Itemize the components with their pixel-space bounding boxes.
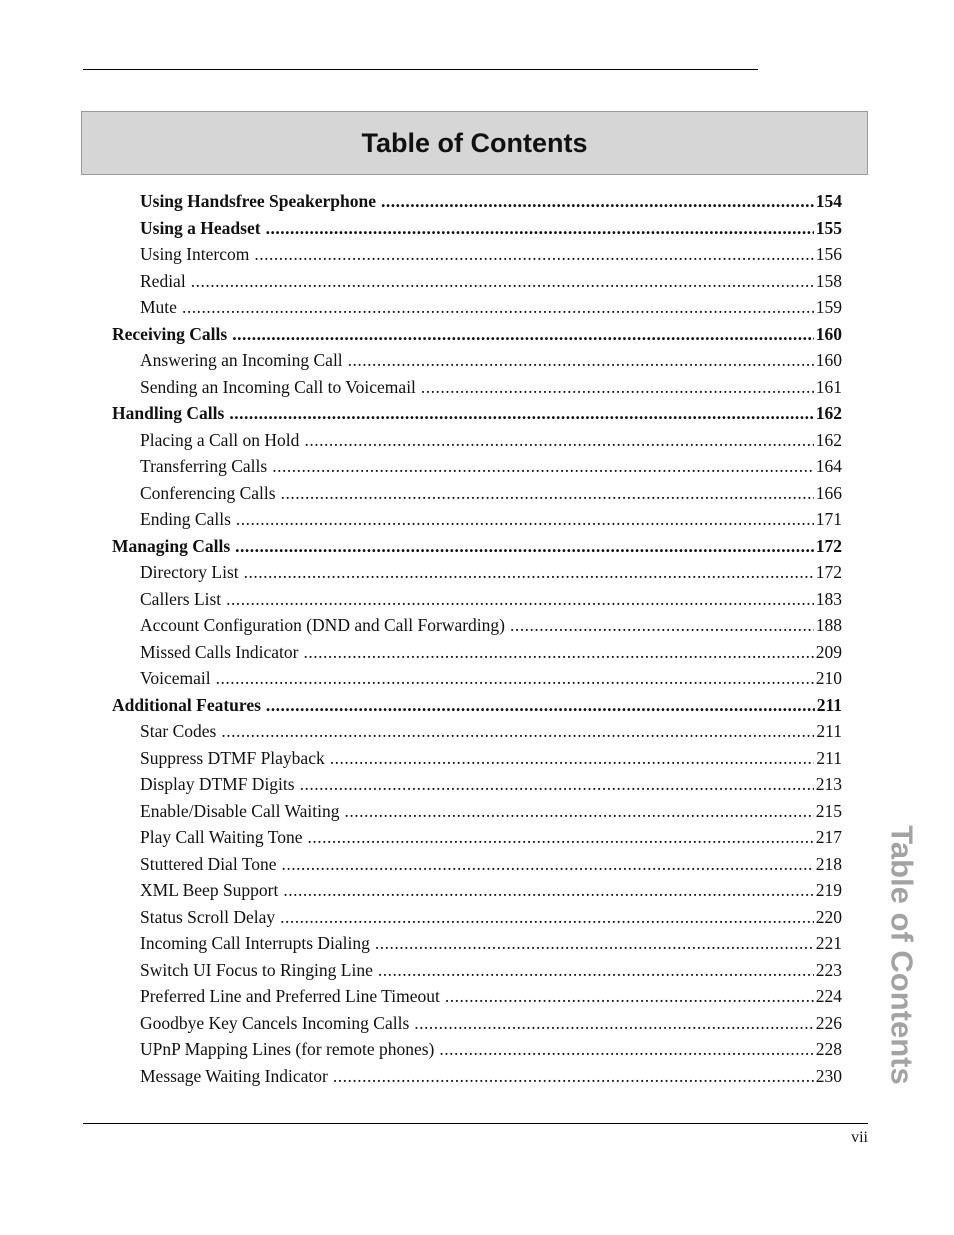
toc-entry-label: Ending Calls xyxy=(140,509,231,529)
toc-entry-label: Sending an Incoming Call to Voicemail xyxy=(140,376,416,397)
toc-entry-label: Stuttered Dial Tone xyxy=(140,853,277,874)
dot-leader xyxy=(414,1010,813,1036)
toc-entry[interactable] xyxy=(140,718,842,744)
toc-entry-label: Directory List xyxy=(140,562,239,582)
toc-entry-label: XML Beep Support xyxy=(140,880,279,900)
dot-leader xyxy=(281,851,813,877)
toc-entry[interactable] xyxy=(140,506,842,532)
toc-entry-page: 223 xyxy=(815,959,842,980)
toc-entry[interactable] xyxy=(140,904,842,930)
dot-leader xyxy=(375,930,814,956)
toc-entry[interactable] xyxy=(140,639,842,665)
toc-entry-page: 183 xyxy=(815,588,842,609)
toc-entry[interactable] xyxy=(140,427,842,453)
toc-entry-page: 172 xyxy=(815,562,842,582)
dot-leader xyxy=(272,453,814,479)
dot-leader xyxy=(232,321,814,347)
toc-entry[interactable] xyxy=(140,294,842,320)
dot-leader xyxy=(330,745,815,771)
side-tab xyxy=(882,800,922,1110)
toc-entry-page: 161 xyxy=(815,376,842,397)
toc-entry[interactable] xyxy=(140,268,842,294)
dot-leader xyxy=(254,241,813,267)
toc-entry-label: Goodbye Key Cancels Incoming Calls xyxy=(140,1012,410,1033)
toc-entry-page: 166 xyxy=(815,482,842,503)
toc-entry-label: Additional Features xyxy=(112,694,261,715)
toc-entry-label: Handling Calls xyxy=(112,403,225,423)
toc-entry[interactable] xyxy=(140,824,842,850)
toc-entry-page: 220 xyxy=(815,906,842,927)
toc-entry[interactable] xyxy=(140,983,842,1009)
dot-leader xyxy=(235,533,814,559)
toc-entry-label: Enable/Disable Call Waiting xyxy=(140,800,340,821)
dot-leader xyxy=(344,798,813,824)
toc-entry-page: 172 xyxy=(815,535,842,556)
dot-leader xyxy=(304,427,813,453)
toc-entry-page: 218 xyxy=(815,853,842,874)
toc-entry[interactable] xyxy=(140,241,842,267)
toc-entry-label: Status Scroll Delay xyxy=(140,906,276,927)
toc-entry-page: 228 xyxy=(815,1039,842,1059)
dot-leader xyxy=(280,904,814,930)
toc-entry[interactable] xyxy=(140,771,842,797)
toc-entry-page: 155 xyxy=(815,217,842,238)
dot-leader xyxy=(307,824,813,850)
dot-leader xyxy=(333,1063,814,1089)
dot-leader xyxy=(445,983,814,1009)
toc-entry[interactable] xyxy=(140,480,842,506)
toc-entry-label: Switch UI Focus to Ringing Line xyxy=(140,959,373,980)
toc-entry-label: Conferencing Calls xyxy=(140,482,276,503)
toc-entry[interactable] xyxy=(140,586,842,612)
toc-entry-page: 210 xyxy=(815,668,842,688)
toc-entry[interactable] xyxy=(140,851,842,877)
toc-entry-page: 215 xyxy=(815,800,842,821)
toc-entry-label: Using a Headset xyxy=(140,217,261,238)
toc-entry-page: 224 xyxy=(815,986,842,1006)
toc-entry[interactable] xyxy=(140,745,842,771)
dot-leader xyxy=(300,771,814,797)
toc-entry-label: Incoming Call Interrupts Dialing xyxy=(140,933,370,953)
toc-entry[interactable] xyxy=(140,559,842,585)
toc-entry-page: 156 xyxy=(815,244,842,264)
toc-entry-page: 171 xyxy=(815,509,842,529)
dot-leader xyxy=(191,268,814,294)
toc-entry-label: Using Intercom xyxy=(140,244,250,264)
toc-entry[interactable] xyxy=(140,612,842,638)
toc-entry[interactable] xyxy=(140,374,842,400)
toc-entry-page: 160 xyxy=(815,350,842,370)
dot-leader xyxy=(216,665,814,691)
side-tab-label: Table of Contents xyxy=(885,825,921,1085)
toc-entry[interactable] xyxy=(140,453,842,479)
dot-leader xyxy=(378,957,814,983)
dot-leader xyxy=(182,294,814,320)
toc-entry-page: 159 xyxy=(815,297,842,317)
dot-leader xyxy=(439,1036,813,1062)
toc-entry-label: Using Handsfree Speakerphone xyxy=(140,191,376,211)
dot-leader xyxy=(236,506,814,532)
toc-entry[interactable] xyxy=(112,400,842,426)
dot-leader xyxy=(303,639,813,665)
toc-entry-label: Play Call Waiting Tone xyxy=(140,827,303,847)
toc-entry-page: 219 xyxy=(815,880,842,900)
toc-entry[interactable] xyxy=(112,533,842,559)
dot-leader xyxy=(244,559,814,585)
toc-entry-label: Receiving Calls xyxy=(112,323,228,344)
toc-entry-page: 211 xyxy=(816,721,842,741)
toc-entry[interactable] xyxy=(140,877,842,903)
toc-entry[interactable] xyxy=(140,215,842,241)
dot-leader xyxy=(221,718,814,744)
toc-entry[interactable] xyxy=(112,321,842,347)
toc-entry-page: 211 xyxy=(816,747,842,768)
toc-entry-label: Star Codes xyxy=(140,721,217,741)
toc-entry-label: Managing Calls xyxy=(112,535,231,556)
toc-entry-page: 213 xyxy=(815,774,842,794)
toc-entry-label: Answering an Incoming Call xyxy=(140,350,343,370)
dot-leader xyxy=(266,692,815,718)
dot-leader xyxy=(229,400,813,426)
dot-leader xyxy=(381,188,814,214)
toc-entry-page: 158 xyxy=(815,270,842,291)
toc-entry-page: 162 xyxy=(815,403,842,423)
page-title: Table of Contents xyxy=(361,127,588,158)
toc-entry[interactable] xyxy=(140,957,842,983)
toc-entry[interactable] xyxy=(140,1010,842,1036)
toc-entry-page: 209 xyxy=(815,641,842,662)
toc-entry[interactable] xyxy=(140,1036,842,1062)
toc-entry[interactable] xyxy=(140,798,842,824)
toc-entry-page: 162 xyxy=(815,429,842,450)
dot-leader xyxy=(510,612,814,638)
toc-entry[interactable] xyxy=(140,188,842,214)
toc-entry[interactable] xyxy=(140,1063,842,1089)
toc-entry[interactable] xyxy=(140,665,842,691)
toc-entry-label: Display DTMF Digits xyxy=(140,774,295,794)
toc-entry[interactable] xyxy=(140,347,842,373)
dot-leader xyxy=(266,215,814,241)
toc-entry-label: Placing a Call on Hold xyxy=(140,429,300,450)
toc-entry-label: Missed Calls Indicator xyxy=(140,641,299,662)
dot-leader xyxy=(348,347,814,373)
toc-entry[interactable] xyxy=(140,930,842,956)
toc-entry-label: Voicemail xyxy=(140,668,211,688)
toc-entry-label: Suppress DTMF Playback xyxy=(140,747,325,768)
toc-entry-page: 164 xyxy=(815,456,842,476)
toc-entry-label: Callers List xyxy=(140,588,222,609)
toc-entry-label: Preferred Line and Preferred Line Timeout xyxy=(140,986,440,1006)
dot-leader xyxy=(283,877,813,903)
toc-entry-label: Transferring Calls xyxy=(140,456,268,476)
title-banner xyxy=(81,111,868,175)
toc-entry-label: Redial xyxy=(140,270,186,291)
toc-entry-page: 226 xyxy=(815,1012,842,1033)
bottom-rule xyxy=(83,1123,868,1124)
toc-entry-label: Account Configuration (DND and Call Forwarding) xyxy=(140,615,505,635)
toc-entry-page: 211 xyxy=(816,694,842,715)
toc-entry-page: 160 xyxy=(815,323,842,344)
dot-leader xyxy=(281,480,814,506)
dot-leader xyxy=(226,586,814,612)
toc-entry-label: Message Waiting Indicator xyxy=(140,1065,328,1086)
toc-entry-label: UPnP Mapping Lines (for remote phones) xyxy=(140,1039,435,1059)
toc-entry-page: 154 xyxy=(815,191,842,211)
toc-entry[interactable] xyxy=(112,692,842,718)
top-rule xyxy=(83,69,758,70)
dot-leader xyxy=(421,374,814,400)
toc-entry-page: 217 xyxy=(815,827,842,847)
toc-entry-page: 221 xyxy=(815,933,842,953)
page-number: vii xyxy=(851,1129,868,1146)
toc-entry-page: 230 xyxy=(815,1065,842,1086)
toc-entry-page: 188 xyxy=(815,615,842,635)
toc-entry-label: Mute xyxy=(140,297,177,317)
